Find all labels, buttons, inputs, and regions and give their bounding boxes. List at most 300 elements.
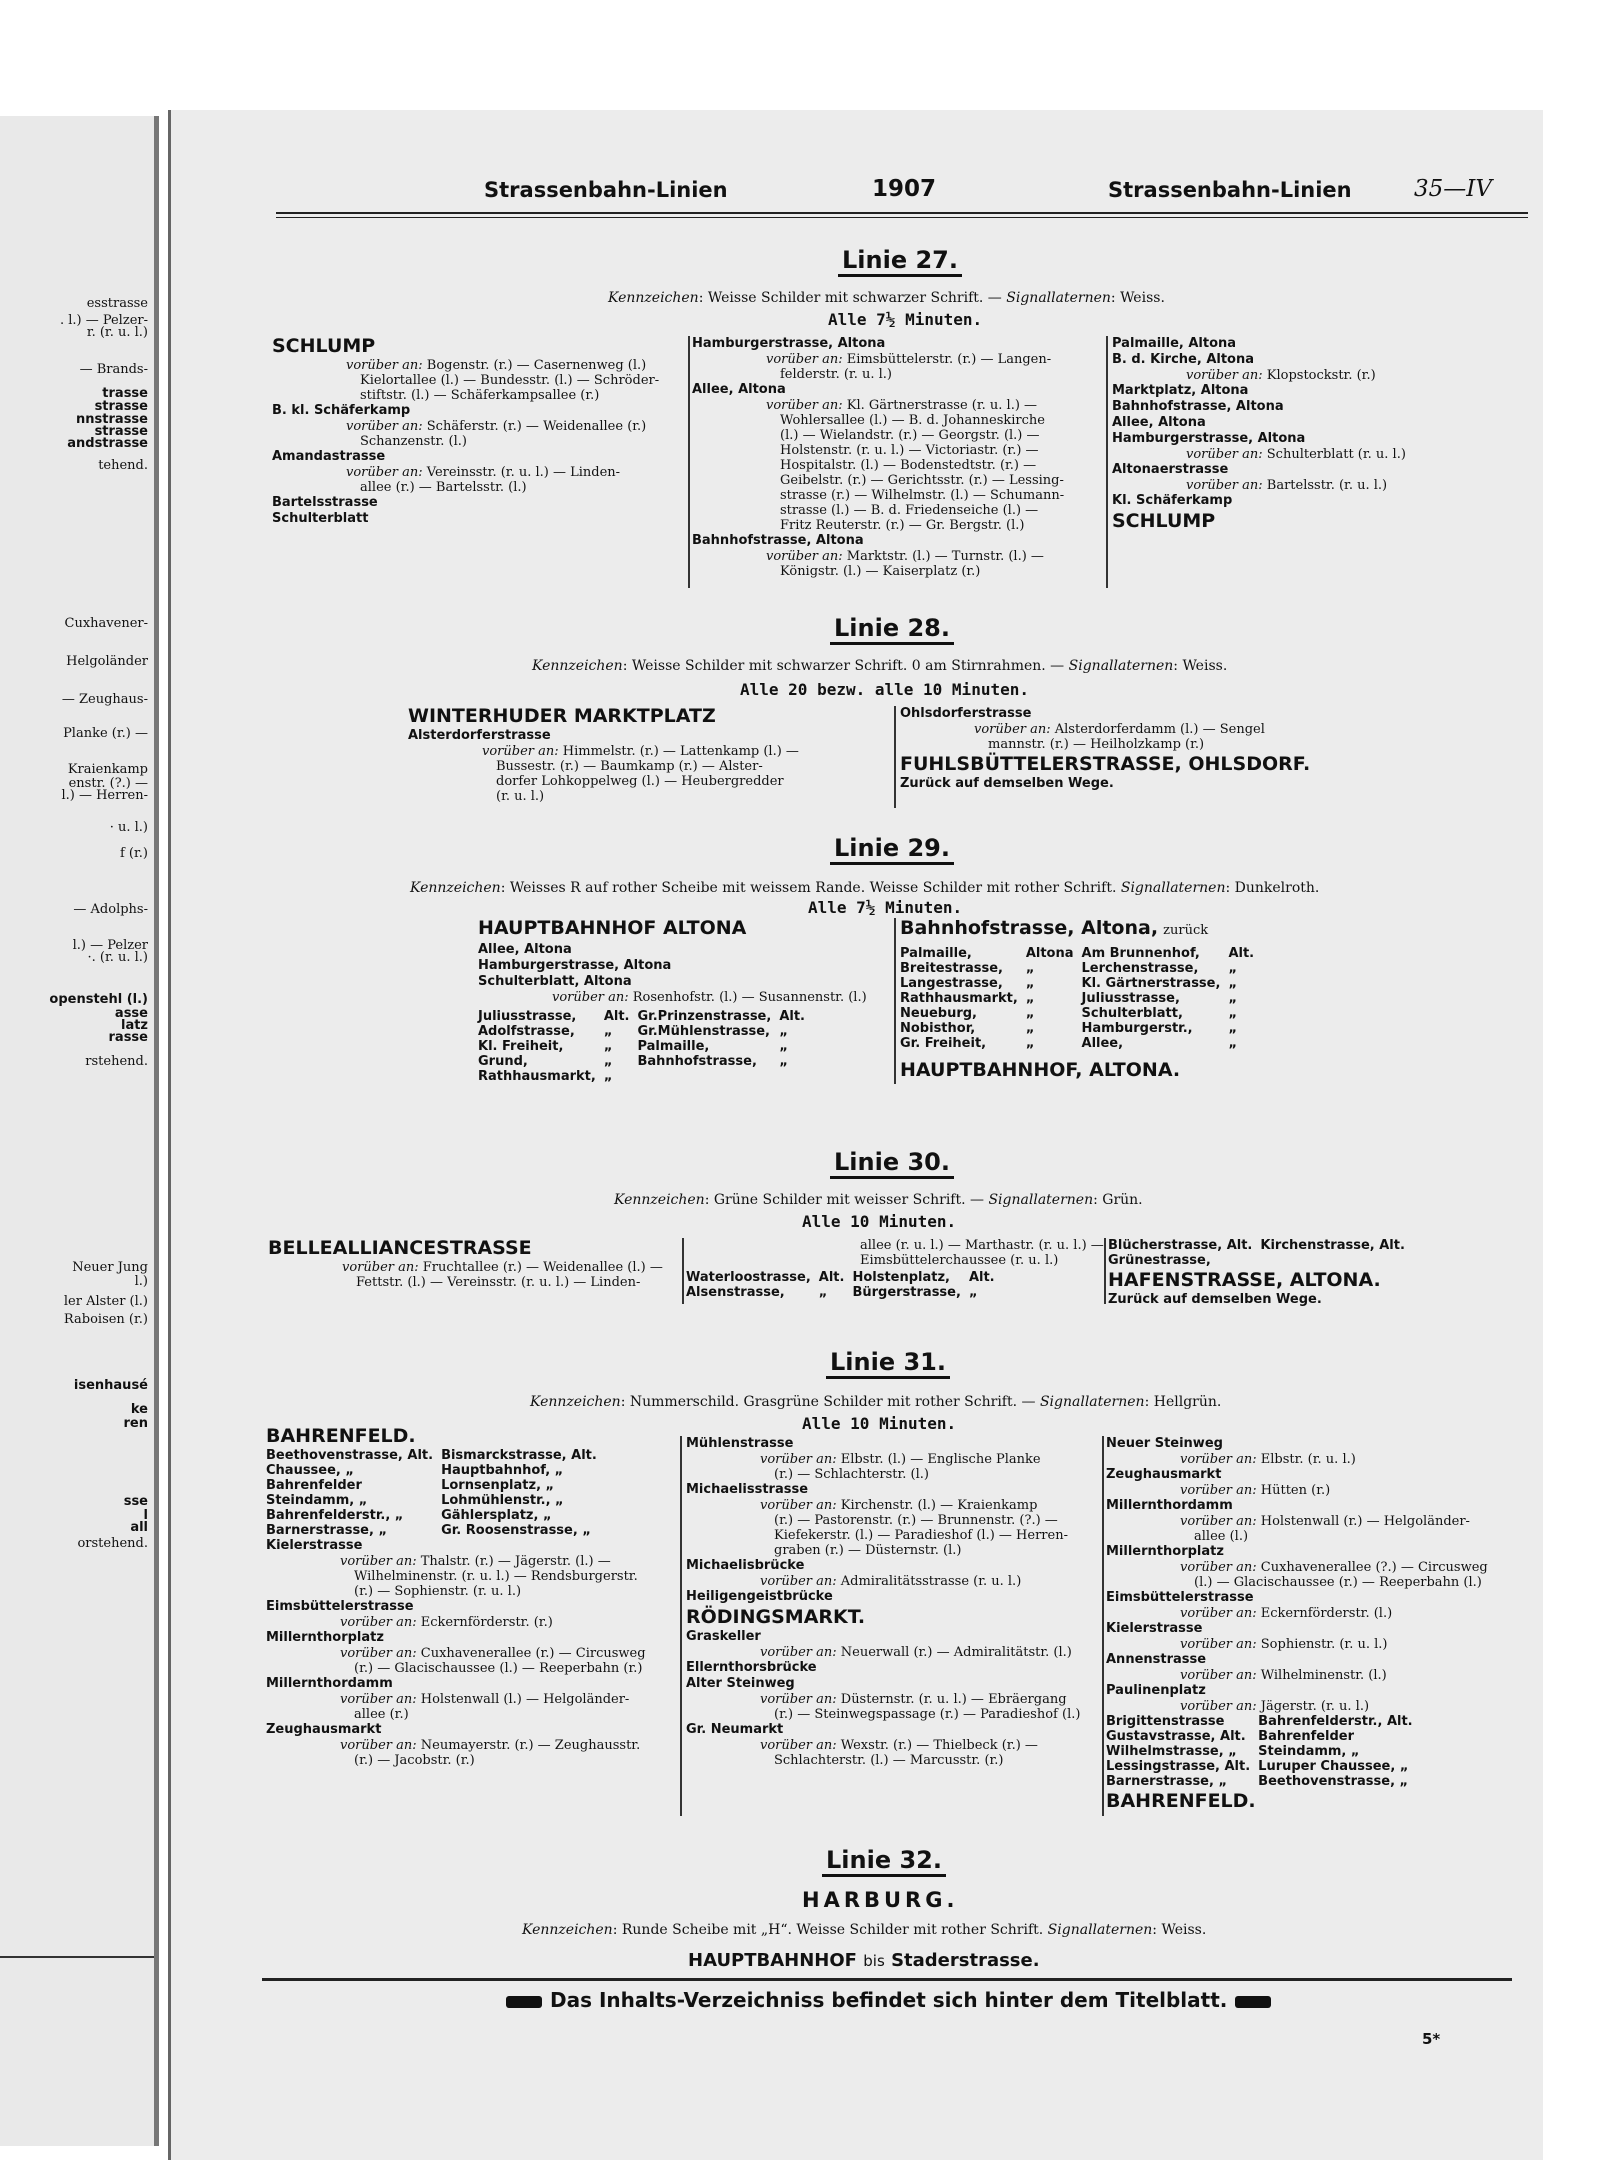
grid-row: [478, 1054, 813, 1069]
grid-row: [478, 1039, 813, 1054]
previous-page-fragment: all: [130, 1520, 148, 1535]
via-streets: Holstenwall (l.) — Helgoländer-: [420, 1692, 630, 1707]
route-detail: [408, 789, 888, 804]
route-detail: [692, 443, 1102, 458]
header-right: Strassenbahn-Linien: [1108, 178, 1352, 202]
via-streets: allee (l.): [1194, 1529, 1249, 1544]
route-detail: [266, 1707, 676, 1722]
terminus-name: RÖDINGSMARKT.: [686, 1606, 866, 1628]
previous-page-fragment: ler Alster (l.): [63, 1294, 148, 1309]
station-name: Allee, Altona: [692, 382, 786, 397]
header-rule: [276, 212, 1528, 214]
pointing-hand-icon: [506, 1996, 542, 2008]
grid-cell: Kirchenstrasse, Alt.: [1260, 1238, 1405, 1253]
via-streets: Schlachterstr. (l.) — Marcusstr. (r.): [774, 1753, 1004, 1768]
grid-row: [266, 1448, 605, 1463]
linie-29-return-head: Bahnhofstrasse, Altona, zurück: [900, 917, 1209, 939]
linie-28-kennzeichen: Kennzeichen: Weisse Schilder mit schwarzer Schrift. 0 am Stirnrahmen. — Signallaternen: Weiss.: [532, 658, 1228, 674]
grid-cell: „: [968, 1285, 978, 1300]
previous-page-fragment: l.): [134, 1274, 148, 1289]
grid-cell: Lohmühlenstr., „: [441, 1493, 564, 1508]
grid-cell: „: [1025, 1006, 1035, 1021]
station-name: Millernthorplatz: [266, 1630, 384, 1645]
linie-29-kennzeichen: Kennzeichen: Weisses R auf rother Scheibe mit weissem Rande. Weisse Schilder mit rother Schrift. Signallaternen: Dunkelroth.: [410, 880, 1320, 896]
route-detail: [272, 373, 682, 388]
grid-cell: [779, 1069, 813, 1084]
via-streets: strasse (l.) — B. d. Friedenseiche (l.) —: [780, 503, 1039, 518]
via-streets: Eckernförderstr. (r.): [420, 1615, 553, 1630]
via-prefix: vorüber an:: [340, 1646, 417, 1661]
column-divider: [682, 1238, 684, 1304]
route-detail: [272, 434, 682, 449]
grid-cell: Alt.: [779, 1009, 805, 1024]
via-prefix: vorüber an:: [760, 1645, 837, 1660]
route-detail: [692, 518, 1102, 533]
header-year: 1907: [872, 176, 937, 202]
previous-page-fragment: r. (r. u. l.): [86, 325, 148, 340]
station-name: Amandastrasse: [272, 449, 386, 464]
previous-page-edge: [0, 116, 159, 2146]
via-streets: Geibelstr. (r.) — Gerichtsstr. (r.) — Lessing-: [780, 473, 1064, 488]
linie-31-frequency: Alle 10 Minuten.: [802, 1414, 957, 1433]
via-streets: Bussestr. (r.) — Baumkamp (r.) — Alster-: [496, 759, 763, 774]
grid-cell: „: [1228, 1006, 1237, 1021]
previous-page-fragment: ke: [130, 1402, 148, 1417]
grid-row: [1106, 1774, 1421, 1789]
linie-28-title: Linie 28.: [692, 614, 1092, 642]
via-prefix: vorüber an:: [346, 358, 423, 373]
grid-cell: „: [1025, 991, 1035, 1006]
route-detail: [692, 367, 1102, 382]
linie-27-title: Linie 27.: [700, 246, 1100, 274]
via-streets: (l.) — Wielandstr. (r.) — Georgstr. (l.) —: [780, 428, 1040, 443]
grid-cell: Nobisthor,: [900, 1021, 976, 1036]
grid-row: [266, 1493, 605, 1508]
via-streets: (r.) — Glacischaussee (l.) — Reeperbahn (r.): [354, 1661, 643, 1676]
grid-cell: „: [1228, 1036, 1237, 1051]
grid-cell: [637, 1069, 779, 1084]
grid-cell: „: [603, 1069, 613, 1084]
route-detail: [686, 1707, 1096, 1722]
grid-cell: Gr.Mühlenstrasse,: [637, 1024, 770, 1039]
previous-page-fragment: Cuxhavener-: [64, 616, 148, 631]
route-detail: [1106, 1606, 1526, 1621]
linie-32-route: HAUPTBAHNHOF bis Staderstrasse.: [688, 1950, 1040, 1971]
page-number: 35—IV: [1414, 176, 1492, 202]
via-streets: felderstr. (r. u. l.): [780, 367, 892, 382]
linie-27-frequency: Alle 7½ Minuten.: [828, 310, 983, 329]
route-detail: [272, 480, 682, 495]
station-name: Paulinenplatz: [1106, 1683, 1206, 1698]
via-streets: (r.) — Jacobstr. (r.): [354, 1753, 475, 1768]
via-prefix: vorüber an:: [1186, 368, 1263, 383]
grid-cell: Alt.: [1228, 946, 1255, 961]
linie-31-kennzeichen: Kennzeichen: Nummerschild. Grasgrüne Schilder mit rother Schrift. — Signallaternen: Hellgrün.: [530, 1394, 1222, 1410]
grid-cell: Bahrenfelder: [266, 1478, 362, 1493]
previous-page-fragment: Helgoländer: [66, 654, 148, 669]
grid-cell: „: [1228, 976, 1237, 991]
header-rule-thin: [276, 217, 1528, 218]
route-detail: [686, 1467, 1096, 1482]
column-divider: [1106, 336, 1108, 588]
route-detail: [1106, 1483, 1526, 1498]
via-streets: (r.) — Sophienstr. (r. u. l.): [354, 1584, 522, 1599]
via-prefix: vorüber an:: [340, 1554, 417, 1569]
station-name: Gr. Neumarkt: [686, 1722, 784, 1737]
grid-row: [900, 1036, 1262, 1051]
station-name: Kielerstrasse: [266, 1538, 363, 1553]
grid-cell: „: [1228, 1021, 1237, 1036]
via-streets: Elbstr. (l.) — Englische Planke: [840, 1452, 1041, 1467]
grid-cell: Luruper Chaussee, „: [1258, 1759, 1409, 1774]
linie-28-frequency: Alle 20 bezw. alle 10 Minuten.: [740, 680, 1029, 699]
route-detail: [686, 1753, 1096, 1768]
via-prefix: vorüber an:: [760, 1692, 837, 1707]
grid-cell: Schulterblatt,: [1081, 1006, 1183, 1021]
via-prefix: vorüber an:: [766, 398, 843, 413]
via-streets: Himmelstr. (r.) — Lattenkamp (l.) —: [562, 744, 799, 759]
grid-cell: Am Brunnenhof,: [1081, 946, 1200, 961]
station-name: Bahnhofstrasse, Altona: [692, 533, 864, 548]
grid-cell: Lornsenplatz, „: [441, 1478, 555, 1493]
previous-page-fragment: orstehend.: [77, 1536, 148, 1551]
route-detail: [686, 1498, 1096, 1513]
station-name: Schulterblatt: [272, 511, 369, 526]
linie-30-mid-grid: [686, 1270, 1003, 1300]
linie-28-column-1: [408, 704, 888, 804]
terminus-name: HAFENSTRASSE, ALTONA.: [1108, 1269, 1381, 1291]
column-divider: [688, 336, 690, 588]
grid-row: [900, 976, 1262, 991]
route-detail: [408, 759, 888, 774]
grid-cell: „: [779, 1024, 788, 1039]
station-name: Millernthorplatz: [1106, 1544, 1224, 1559]
via-prefix: vorüber an:: [1180, 1560, 1257, 1575]
grid-row: [686, 1270, 1003, 1285]
grid-cell: Blücherstrasse, Alt.: [1108, 1238, 1253, 1253]
route-detail: [272, 419, 682, 434]
station-name: B. d. Kirche, Altona: [1112, 352, 1255, 367]
route-detail: [266, 1661, 676, 1676]
header-left: Strassenbahn-Linien: [484, 178, 728, 202]
via-streets: Cuxhavenerallee (r.) — Circusweg: [420, 1646, 646, 1661]
linie-32-kennzeichen: Kennzeichen: Runde Scheibe mit „H“. Weisse Schilder mit rother Schrift. Signallaternen: Weiss.: [522, 1922, 1207, 1938]
via-prefix: vorüber an:: [760, 1452, 837, 1467]
previous-page-fragment: latz: [120, 1018, 148, 1033]
station-name: Ellernthorsbrücke: [686, 1660, 817, 1675]
station-name: Millernthordamm: [266, 1676, 393, 1691]
grid-cell: Bahnhofstrasse,: [637, 1054, 757, 1069]
station-name: Zeughausmarkt: [266, 1722, 382, 1737]
route-detail: [692, 503, 1102, 518]
via-streets: Admiralitätsstrasse (r. u. l.): [840, 1574, 1022, 1589]
via-prefix: vorüber an:: [766, 352, 843, 367]
route-detail: [266, 1584, 676, 1599]
station-name: Altonaerstrasse: [1112, 462, 1229, 477]
grid-cell: Palmaille,: [900, 946, 972, 961]
linie-32-city: HARBURG.: [802, 1888, 959, 1912]
terminus-name: FUHLSBÜTTELERSTRASSE, OHLSDORF.: [900, 753, 1311, 775]
via-streets: Schulterblatt (r. u. l.): [1266, 447, 1406, 462]
grid-cell: [1260, 1253, 1413, 1268]
terminus-name: SCHLUMP: [1112, 510, 1216, 532]
via-streets: Neuerwall (r.) — Admiralitätstr. (l.): [840, 1645, 1072, 1660]
linie-27-column-2: [692, 336, 1102, 579]
via-streets: stiftstr. (l.) — Schäferkampsallee (r.): [360, 388, 600, 403]
grid-cell: „: [1025, 976, 1035, 991]
via-streets: Alsterdorferdamm (l.) — Sengel: [1054, 722, 1265, 737]
via-streets: Fettstr. (l.) — Vereinsstr. (r. u. l.) — Linden-: [356, 1275, 641, 1290]
station-name: Ohlsdorferstrasse: [900, 706, 1032, 721]
previous-page-fragment: l.) — Pelzer: [72, 938, 148, 953]
via-streets: Neumayerstr. (r.) — Zeughausstr.: [420, 1738, 641, 1753]
terminus-name: WINTERHUDER MARKTPLATZ: [408, 705, 716, 727]
grid-cell: Gr.Prinzenstrasse,: [637, 1009, 772, 1024]
grid-cell: Alt.: [968, 1270, 995, 1285]
previous-page-fragment: f (r.): [119, 846, 148, 861]
grid-cell: Steindamm, „: [266, 1493, 368, 1508]
via-prefix: vorüber an:: [340, 1692, 417, 1707]
via-prefix: vorüber an:: [1180, 1483, 1257, 1498]
grid-cell: Bismarckstrasse, Alt.: [441, 1448, 597, 1463]
route-detail: [772, 1238, 1102, 1253]
via-streets: Klopstockstr. (r.): [1266, 368, 1376, 383]
via-streets: Kiefekerstr. (l.) — Paradieshof (l.) — Herren-: [774, 1528, 1068, 1543]
via-prefix: vorüber an:: [1186, 447, 1263, 462]
grid-cell: Altona: [1025, 946, 1074, 961]
via-prefix: vorüber an:: [552, 990, 629, 1005]
via-streets: allee (r.) — Bartelsstr. (l.): [360, 480, 527, 495]
via-prefix: vorüber an:: [346, 465, 423, 480]
via-streets: Wexstr. (r.) — Thielbeck (r.) —: [840, 1738, 1038, 1753]
station-name: Mühlenstrasse: [686, 1436, 794, 1451]
route-detail: [692, 549, 1102, 564]
route-detail: [1106, 1699, 1526, 1714]
footer-note: Das Inhalts-Verzeichniss befindet sich hinter dem Titelblatt.: [498, 1988, 1279, 2012]
via-streets: Thalstr. (r.) — Jägerstr. (l.) —: [420, 1554, 611, 1569]
previous-page-fragment: . l.) — Pelzer-: [59, 313, 148, 328]
previous-page-fragment: — Adolphs-: [73, 902, 148, 917]
route-detail: [266, 1615, 676, 1630]
route-detail: [266, 1554, 676, 1569]
grid-cell: Lerchenstrasse,: [1081, 961, 1199, 976]
grid-row: [1106, 1729, 1421, 1744]
via-streets: Bartelsstr. (r. u. l.): [1266, 478, 1388, 493]
grid-cell: Alt.: [603, 1009, 630, 1024]
via-streets: Eimsbüttelerstr. (r.) — Langen-: [846, 352, 1052, 367]
via-prefix: vorüber an:: [1180, 1452, 1257, 1467]
grid-row: [1108, 1253, 1413, 1268]
grid-row: [478, 1069, 813, 1084]
linie-30-column-2: [686, 1238, 1104, 1300]
linie-27-column-3: [1112, 336, 1522, 533]
linie-31-title: Linie 31.: [688, 1348, 1088, 1376]
station-name: Alter Steinweg: [686, 1676, 795, 1691]
route-detail: [1106, 1668, 1526, 1683]
via-prefix: vorüber an:: [766, 549, 843, 564]
previous-page-fragment: strasse: [94, 399, 148, 414]
via-streets: strasse (r.) — Wilhelmstr. (l.) — Schumann-: [780, 488, 1065, 503]
grid-cell: Wilhelmstrasse, „: [1106, 1744, 1237, 1759]
grid-cell: „: [1025, 1021, 1035, 1036]
previous-page-fragment: strasse: [94, 424, 148, 439]
station-name: Neuer Steinweg: [1106, 1436, 1223, 1451]
route-detail: [692, 488, 1102, 503]
route-detail: [266, 1753, 676, 1768]
grid-cell: Alt.: [818, 1270, 845, 1285]
grid-cell: „: [603, 1039, 613, 1054]
via-streets: allee (r.): [354, 1707, 409, 1722]
station-name: Hamburgerstrasse, Altona: [478, 958, 672, 973]
grid-row: [478, 1024, 813, 1039]
station-name: Marktplatz, Altona: [1112, 383, 1249, 398]
previous-page-fragment: isenhausé: [73, 1378, 148, 1393]
via-streets: allee (r. u. l.) — Marthastr. (r. u. l.) —: [860, 1238, 1104, 1253]
via-streets: Sophienstr. (r. u. l.): [1260, 1637, 1388, 1652]
grid-cell: „: [603, 1054, 613, 1069]
previous-page-fragment: Raboisen (r.): [63, 1312, 148, 1327]
linie-29-end: HAUPTBAHNHOF, ALTONA.: [900, 1059, 1181, 1081]
linie-32-title: Linie 32.: [684, 1846, 1084, 1874]
route-detail: [686, 1645, 1096, 1660]
route-detail: [1106, 1452, 1526, 1467]
grid-cell: Kl. Freiheit,: [478, 1039, 564, 1054]
via-streets: Wohlersallee (l.) — B. d. Johanneskirche: [780, 413, 1045, 428]
grid-cell: Allee,: [1081, 1036, 1124, 1051]
linie-29-left-stations: [478, 942, 898, 1084]
via-streets: Fritz Reuterstr. (r.) — Gr. Bergstr. (l.): [780, 518, 1025, 533]
route-detail: [1112, 478, 1522, 493]
station-name: Kl. Schäferkamp: [1112, 493, 1233, 508]
route-detail: [408, 774, 888, 789]
via-prefix: vorüber an:: [760, 1574, 837, 1589]
grid-cell: Brigittenstrasse: [1106, 1714, 1225, 1729]
terminus-name: SCHLUMP: [272, 335, 376, 357]
linie-29-left-grid: [478, 1009, 813, 1084]
previous-page-fragment: tehend.: [98, 458, 148, 473]
route-detail: [692, 458, 1102, 473]
route-detail: [692, 413, 1102, 428]
route-detail: [1112, 447, 1522, 462]
grid-cell: „: [818, 1285, 828, 1300]
previous-page-fragment: l.) — Herren-: [61, 788, 148, 803]
grid-cell: Gustavstrasse, Alt.: [1106, 1729, 1246, 1744]
via-prefix: vorüber an:: [342, 1260, 419, 1275]
grid-cell: Grund,: [478, 1054, 528, 1069]
linie-30-title: Linie 30.: [692, 1148, 1092, 1176]
linie-30-right-grid: [1108, 1238, 1413, 1268]
via-streets: Eimsbüttelerchaussee (r. u. l.): [860, 1253, 1059, 1268]
previous-page-fragment: sse: [123, 1494, 148, 1509]
grid-cell: Hauptbahnhof, „: [441, 1463, 564, 1478]
grid-cell: Juliusstrasse,: [478, 1009, 577, 1024]
previous-page-fragment: — Zeughaus-: [61, 692, 148, 707]
via-streets: Cuxhavenerallee (?.) — Circusweg: [1260, 1560, 1488, 1575]
grid-wrap: [686, 1270, 1102, 1300]
route-detail: [692, 428, 1102, 443]
grid-cell: Gr. Roosenstrasse, „: [441, 1523, 591, 1538]
via-streets: graben (r.) — Düsternstr. (l.): [774, 1543, 962, 1558]
grid-cell: Holstenplatz,: [852, 1270, 950, 1285]
via-streets: Königstr. (l.) — Kaiserplatz (r.): [780, 564, 981, 579]
station-name: B. kl. Schäferkamp: [272, 403, 411, 418]
route-detail: [266, 1646, 676, 1661]
grid-row: [266, 1463, 605, 1478]
previous-page-fragment: rasse: [108, 1030, 148, 1045]
grid-cell: Grünestrasse,: [1108, 1253, 1211, 1268]
via-prefix: vorüber an:: [974, 722, 1051, 737]
station-name: Hamburgerstrasse, Altona: [1112, 431, 1306, 446]
station-name: Michaelisbrücke: [686, 1558, 805, 1573]
terminus-name: BAHRENFELD.: [266, 1425, 416, 1447]
via-prefix: vorüber an:: [1180, 1668, 1257, 1683]
via-prefix: vorüber an:: [1180, 1514, 1257, 1529]
route-detail: [1106, 1529, 1526, 1544]
via-prefix: vorüber an:: [760, 1738, 837, 1753]
route-detail: [1112, 368, 1522, 383]
via-streets: (r. u. l.): [496, 789, 545, 804]
grid-wrap: [478, 1009, 898, 1084]
grid-cell: Waterloostrasse,: [686, 1270, 811, 1285]
route-detail: [692, 473, 1102, 488]
grid-cell: Neueburg,: [900, 1006, 977, 1021]
station-name: Michaelisstrasse: [686, 1482, 809, 1497]
via-streets: Düsternstr. (r. u. l.) — Ebräergang: [840, 1692, 1067, 1707]
route-detail: [408, 744, 888, 759]
linie-30-kennzeichen: Kennzeichen: Grüne Schilder mit weisser Schrift. — Signallaternen: Grün.: [614, 1192, 1143, 1208]
grid-cell: Bahrenfelder: [1258, 1729, 1355, 1744]
via-streets: Wilhelminenstr. (r. u. l.) — Rendsburgerstr.: [354, 1569, 638, 1584]
previous-page-fragment: asse: [114, 1006, 148, 1021]
route-detail: [1106, 1575, 1526, 1590]
station-name: Millernthordamm: [1106, 1498, 1233, 1513]
grid-cell: „: [779, 1039, 788, 1054]
grid-cell: „: [1025, 961, 1035, 976]
column-divider: [894, 918, 896, 1084]
via-streets: Eckernförderstr. (l.): [1260, 1606, 1393, 1621]
grid-cell: „: [1228, 991, 1237, 1006]
via-streets: Holstenwall (r.) — Helgoländer-: [1260, 1514, 1470, 1529]
route-detail: [772, 1253, 1102, 1268]
linie-30-column-3: [1108, 1238, 1528, 1308]
via-prefix: vorüber an:: [482, 744, 559, 759]
grid-cell: Beethovenstrasse, „: [1258, 1774, 1409, 1789]
grid-cell: Juliusstrasse,: [1081, 991, 1180, 1006]
return-note: Zurück auf demselben Wege.: [1108, 1292, 1322, 1307]
linie-27-column-1: [272, 334, 682, 527]
via-streets: Vereinsstr. (r. u. l.) — Linden-: [426, 465, 621, 480]
route-detail: [692, 398, 1102, 413]
previous-page-fragment: esstrasse: [86, 296, 148, 311]
grid-cell: „: [1025, 1036, 1035, 1051]
previous-page-fragment: andstrasse: [67, 436, 148, 451]
pointing-hand-icon: [1235, 1996, 1271, 2008]
previous-page-fragment: Kraienkamp: [67, 762, 148, 777]
station-name: Bartelsstrasse: [272, 495, 378, 510]
route-detail: [1106, 1514, 1526, 1529]
grid-cell: Chaussee, „: [266, 1463, 354, 1478]
linie-30-column-1: [268, 1236, 678, 1290]
station-name: Hamburgerstrasse, Altona: [692, 336, 886, 351]
previous-page-fragment: enstr. (?.) —: [68, 776, 148, 791]
column-divider: [680, 1436, 682, 1816]
grid-row: [900, 1006, 1262, 1021]
route-detail: [686, 1574, 1096, 1589]
grid-row: [900, 1021, 1262, 1036]
route-detail: [692, 564, 1102, 579]
via-prefix: vorüber an:: [1186, 478, 1263, 493]
station-name: Eimsbüttelerstrasse: [266, 1599, 414, 1614]
